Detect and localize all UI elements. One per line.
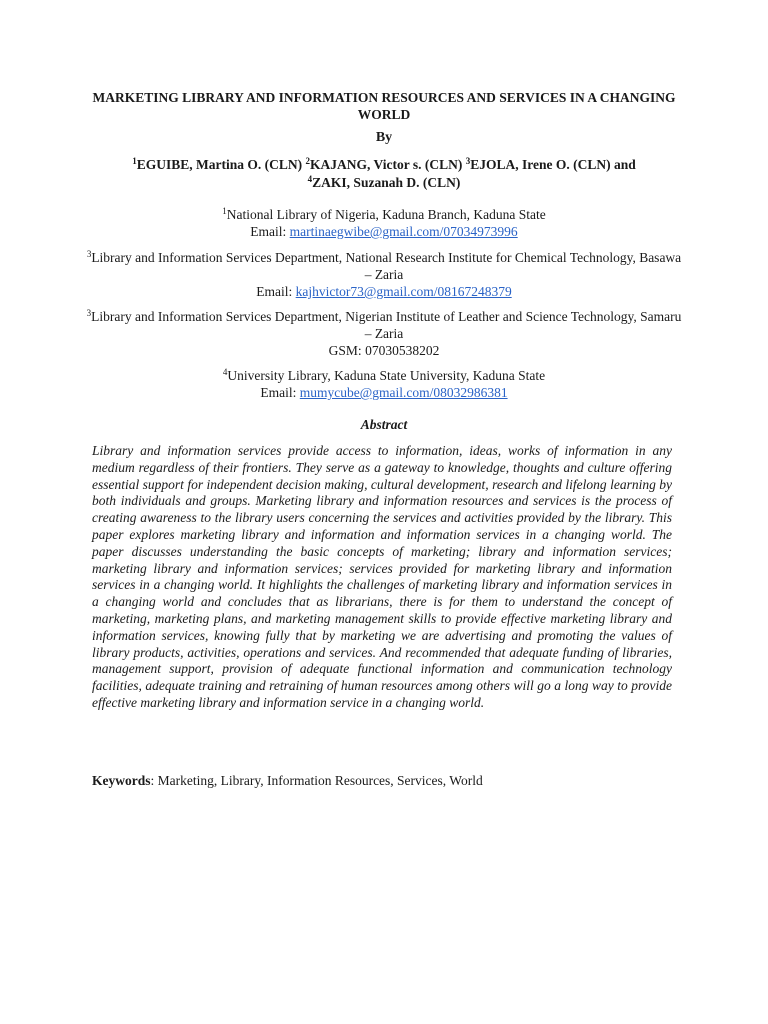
author-1-sup: 1 [132, 156, 137, 166]
keywords-label: Keywords [92, 773, 151, 788]
author-3-sup: 3 [465, 156, 471, 166]
affiliation-2-text: Library and Information Services Department, National Research Institute for Chemical Technology, Basawa – Zaria [91, 250, 682, 282]
by-line: By [375, 130, 393, 145]
author-3-name: EJOLA, Irene O. (CLN) and [470, 157, 636, 172]
affiliation-2-email-link[interactable]: kajhvictor73@gmail.com/08167248379 [295, 284, 512, 299]
author-4-name: ZAKI, Suzanah D. (CLN) [312, 175, 461, 190]
abstract-heading: Abstract [360, 417, 408, 432]
keywords-line [92, 772, 672, 789]
author-list [86, 156, 682, 192]
affiliation-4-contact-label: Email: [260, 385, 300, 400]
affiliation-1-email-link[interactable]: martinaegwibe@gmail.com/07034973996 [289, 224, 518, 239]
affiliation-3-gsm: 07030538202 [365, 343, 440, 358]
author-4-sup: 4 [307, 174, 313, 184]
affiliation-3-text: Library and Information Services Department, Nigerian Institute of Leather and Science Technology, Samaru – Zaria [91, 309, 682, 341]
affiliation-1-sup: 1 [222, 206, 227, 216]
affiliation-2 [86, 249, 682, 300]
affiliation-3-sup: 3 [86, 308, 92, 318]
affiliation-1-contact-label: Email: [250, 224, 290, 239]
affiliation-4-sup: 4 [222, 367, 228, 377]
keywords-text: : Marketing, Library, Information Resources, Services, World [150, 773, 483, 788]
abstract-body: Library and information services provide access to information, ideas, works of information in any medium regardless of their frontiers. They serve as a gateway to knowledge, thoughts and culture offering essential support for independent decision making, cultural development, research and lifelong learning by both individuals and groups. Marketing library and information resources and services is the process of creating awareness to the library users concerning the services and activities provided by the library. This paper explores marketing library and information and information services in a changing world. The paper discusses understanding the basic concepts of marketing; library and information services; marketing library and information services; services provided for marketing library and information services in a changing world. It highlights the challenges of marketing library and information services in a changing world and concludes that as librarians, there is for them to understand the concept of marketing, marketing plans, and marketing management skills to provide effective marketing library and information services, knowing fully that by marketing we are advertising and promoting the values of library products, activities, operations and services. And recommended that adequate funding of libraries, management support, provision of adequate functional information and communication technology facilities, adequate training and retraining of human resources among others will go a long way to provide effective marketing library and information service in a changing world. [92, 443, 672, 710]
affiliation-3 [86, 308, 682, 359]
affiliation-1-text: National Library of Nigeria, Kaduna Branch, Kaduna State [226, 207, 546, 222]
affiliation-4 [86, 367, 682, 401]
affiliation-1 [86, 206, 682, 240]
author-2-name: KAJANG, Victor s. (CLN) [309, 157, 463, 172]
affiliation-2-sup: 3 [86, 249, 92, 259]
author-2-sup: 2 [305, 156, 310, 166]
affiliation-4-email-link[interactable]: mumycube@gmail.com/08032986381 [299, 385, 508, 400]
author-1-name: EGUIBE, Martina O. (CLN) [136, 157, 303, 172]
paper-title: MARKETING LIBRARY AND INFORMATION RESOURCES AND SERVICES IN A CHANGING WORLD [92, 90, 676, 122]
affiliation-3-contact-label: GSM: [328, 343, 366, 358]
affiliation-2-contact-label: Email: [256, 284, 296, 299]
affiliation-4-text: University Library, Kaduna State University, Kaduna State [227, 368, 546, 383]
